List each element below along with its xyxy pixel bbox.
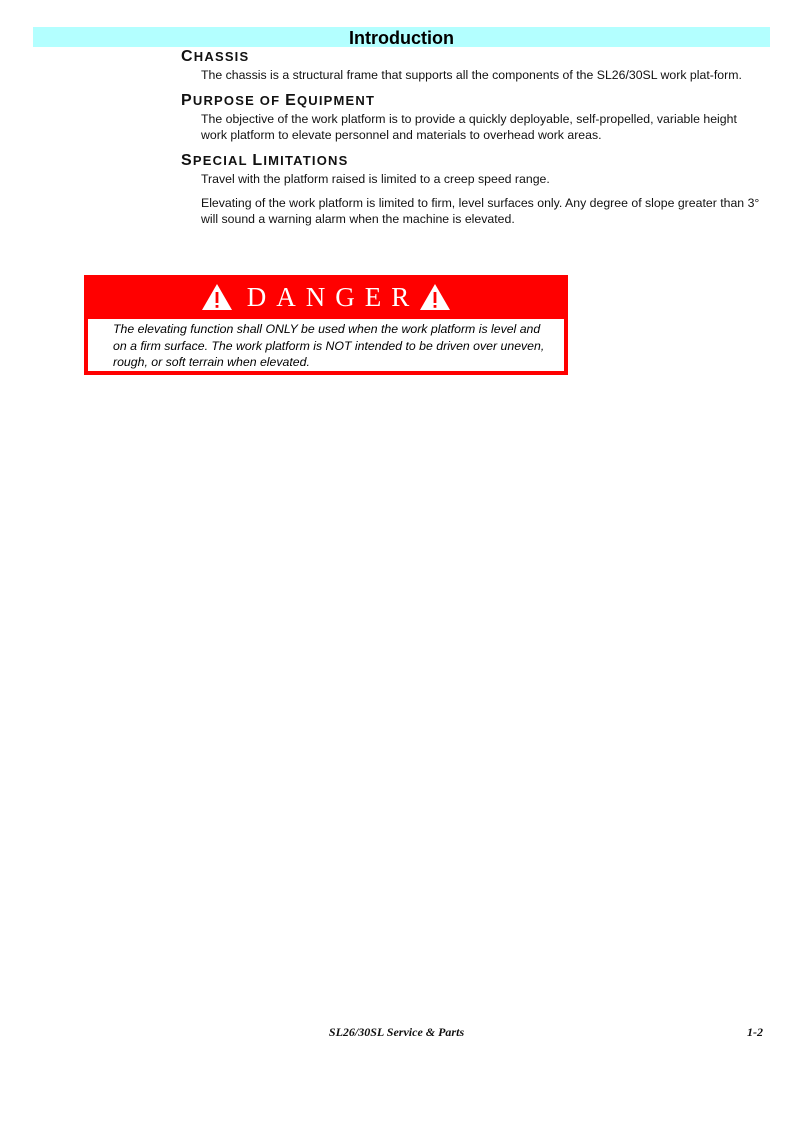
warning-triangle-icon: [201, 283, 233, 311]
main-content: [181, 47, 766, 227]
danger-text: The elevating function shall ONLY be used when the work platform is level and on a firm surface. The work platform is NOT intended to be driven over uneven, rough, or soft terrain when elevated.: [88, 319, 564, 371]
section-heading-limitations: [181, 151, 766, 171]
chassis-paragraph: The chassis is a structural frame that supports all the components of the SL26/30SL work plat-form.: [201, 68, 742, 82]
warning-triangle-icon: [419, 283, 451, 311]
heading-initial: S: [181, 152, 193, 169]
danger-label: DANGER: [246, 281, 420, 312]
heading-rest: URPOSE OF: [192, 93, 286, 108]
purpose-paragraph: The objective of the work platform is to provide a quickly deployable, self-propelled, variable height work platform to elevate personnel and materials to overhead work areas.: [201, 112, 737, 142]
heading-rest: HASSIS: [193, 49, 250, 64]
danger-banner: [84, 275, 568, 319]
limitations-paragraph-1: Travel with the platform raised is limited to a creep speed range.: [201, 172, 550, 186]
heading-initial: C: [181, 48, 194, 65]
heading-rest-2: QUIPMENT: [296, 93, 376, 108]
heading-rest-2: IMITATIONS: [263, 153, 349, 168]
footer-page-number: 1-2: [747, 1025, 763, 1039]
heading-initial-2: L: [252, 152, 264, 169]
limitations-paragraph-2: Elevating of the work platform is limited to firm, level surfaces only. Any degree of slope greater than 3° will sound a warning alarm when the machine is elevated.: [201, 196, 760, 226]
heading-rest: PECIAL: [192, 153, 253, 168]
danger-notice: [84, 275, 568, 375]
footer-document-title: SL26/30SL Service & Parts: [328, 1025, 465, 1039]
heading-initial-2: E: [285, 92, 297, 109]
section-heading-purpose: [181, 91, 766, 111]
heading-initial: P: [181, 92, 193, 109]
page-title: Introduction: [33, 27, 770, 47]
section-heading-chassis: [181, 47, 766, 67]
